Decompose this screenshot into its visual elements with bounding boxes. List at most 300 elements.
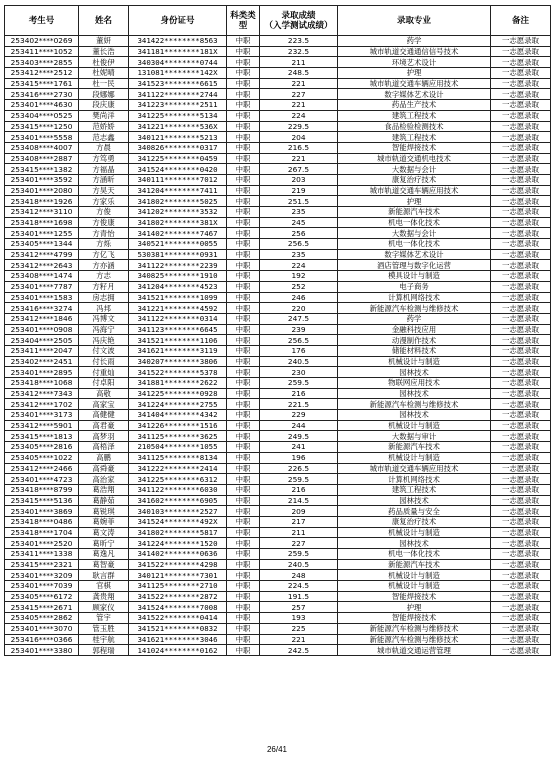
cell-remark: 一志愿录取 — [491, 452, 551, 463]
cell-name: 冯邦 — [79, 303, 129, 314]
cell-major: 城市轨道交通机电技术 — [338, 153, 491, 164]
cell-cat: 中职 — [227, 228, 260, 239]
cell-id: 341222********2414 — [129, 463, 227, 474]
table-row — [5, 121, 551, 132]
cell-id: 341224********2755 — [129, 399, 227, 410]
cell-remark: 一志愿录取 — [491, 591, 551, 602]
header-score-sub: （入学测试成绩） — [264, 20, 333, 31]
cell-cat: 中职 — [227, 292, 260, 303]
table-row — [5, 185, 551, 196]
cell-exam: 253415****5136 — [5, 495, 79, 506]
cell-score: 227 — [260, 538, 338, 549]
cell-score: 221 — [260, 153, 338, 164]
cell-remark: 一志愿录取 — [491, 559, 551, 570]
cell-remark: 一志愿录取 — [491, 399, 551, 410]
cell-remark: 一志愿录取 — [491, 410, 551, 421]
cell-remark: 一志愿录取 — [491, 217, 551, 228]
cell-major: 药品生产技术 — [338, 100, 491, 111]
table-row — [5, 559, 551, 570]
cell-score: 232.5 — [260, 46, 338, 57]
cell-major: 康复治疗技术 — [338, 174, 491, 185]
cell-remark: 一志愿录取 — [491, 623, 551, 634]
cell-exam: 253401****7039 — [5, 581, 79, 592]
cell-cat: 中职 — [227, 645, 260, 656]
cell-id: 341802********5025 — [129, 196, 227, 207]
cell-score: 176 — [260, 345, 338, 356]
table-row — [5, 110, 551, 121]
table-row — [5, 345, 551, 356]
cell-exam: 253415****2321 — [5, 559, 79, 570]
cell-cat: 中职 — [227, 78, 260, 89]
table-row — [5, 217, 551, 228]
cell-name: 方俊 — [79, 207, 129, 218]
cell-score: 224 — [260, 110, 338, 121]
cell-name: 官棋 — [79, 581, 129, 592]
cell-remark: 一志愿录取 — [491, 516, 551, 527]
cell-score: 223.5 — [260, 36, 338, 47]
cell-id: 530381********0931 — [129, 249, 227, 260]
cell-exam: 253401****3380 — [5, 645, 79, 656]
cell-cat: 中职 — [227, 452, 260, 463]
cell-score: 247.5 — [260, 313, 338, 324]
cell-cat: 中职 — [227, 634, 260, 645]
cell-exam: 253412****7343 — [5, 388, 79, 399]
cell-remark: 一志愿录取 — [491, 57, 551, 68]
cell-name: 范娇娇 — [79, 121, 129, 132]
cell-exam: 253401****0908 — [5, 324, 79, 335]
cell-name: 耿言群 — [79, 570, 129, 581]
table-row — [5, 207, 551, 218]
cell-name: 管宇 — [79, 613, 129, 624]
cell-name: 葛逸凡 — [79, 549, 129, 560]
cell-exam: 253405****1022 — [5, 452, 79, 463]
cell-major: 机械设计与制造 — [338, 570, 491, 581]
cell-major: 新能源汽车检测与维修技术 — [338, 303, 491, 314]
cell-exam: 253412****2466 — [5, 463, 79, 474]
cell-remark: 一志愿录取 — [491, 602, 551, 613]
cell-id: 341225********5134 — [129, 110, 227, 121]
table-row — [5, 228, 551, 239]
table-row — [5, 452, 551, 463]
cell-id: 341802********381X — [129, 217, 227, 228]
cell-cat: 中职 — [227, 68, 260, 79]
header-id-card: 身份证号 — [129, 6, 227, 36]
cell-exam: 253412****1702 — [5, 399, 79, 410]
table-body — [5, 36, 551, 656]
cell-major: 药学 — [338, 36, 491, 47]
table-row — [5, 281, 551, 292]
cell-remark: 一志愿录取 — [491, 613, 551, 624]
cell-cat: 中职 — [227, 410, 260, 421]
cell-id: 210504********1055 — [129, 442, 227, 453]
cell-score: 256.5 — [260, 239, 338, 250]
cell-cat: 中职 — [227, 36, 260, 47]
table-row — [5, 549, 551, 560]
cell-exam: 253405****6172 — [5, 591, 79, 602]
cell-remark: 一志愿录取 — [491, 78, 551, 89]
cell-name: 高鹏 — [79, 452, 129, 463]
cell-score: 193 — [260, 613, 338, 624]
cell-major: 机械设计与制造 — [338, 452, 491, 463]
cell-name: 冯海宁 — [79, 324, 129, 335]
cell-remark: 一志愿录取 — [491, 207, 551, 218]
table-row — [5, 164, 551, 175]
cell-major: 智能焊接技术 — [338, 613, 491, 624]
cell-major: 机电一体化技术 — [338, 239, 491, 250]
cell-remark: 一志愿录取 — [491, 46, 551, 57]
cell-exam: 253416****0366 — [5, 634, 79, 645]
cell-id: 341621********3046 — [129, 634, 227, 645]
cell-name: 房志拥 — [79, 292, 129, 303]
cell-score: 227 — [260, 89, 338, 100]
cell-remark: 一志愿录取 — [491, 324, 551, 335]
cell-id: 340826********0317 — [129, 142, 227, 153]
cell-name: 高敬 — [79, 388, 129, 399]
cell-score: 252 — [260, 281, 338, 292]
cell-remark: 一志愿录取 — [491, 281, 551, 292]
cell-remark: 一志愿录取 — [491, 68, 551, 79]
cell-name: 付文波 — [79, 345, 129, 356]
cell-exam: 253412****2643 — [5, 260, 79, 271]
cell-exam: 253418****1704 — [5, 527, 79, 538]
cell-cat: 中职 — [227, 249, 260, 260]
cell-major: 机械设计与制造 — [338, 581, 491, 592]
cell-cat: 中职 — [227, 324, 260, 335]
cell-id: 340111********7012 — [129, 174, 227, 185]
header-name: 姓名 — [79, 6, 129, 36]
cell-score: 214.5 — [260, 495, 338, 506]
cell-score: 259.5 — [260, 549, 338, 560]
cell-exam: 253401****3869 — [5, 506, 79, 517]
cell-id: 341123********6645 — [129, 324, 227, 335]
table-row — [5, 68, 551, 79]
cell-remark: 一志愿录取 — [491, 110, 551, 121]
table-row — [5, 410, 551, 421]
cell-major: 物联网应用技术 — [338, 378, 491, 389]
cell-score: 230 — [260, 367, 338, 378]
cell-name: 董长浩 — [79, 46, 129, 57]
cell-id: 141024********0162 — [129, 645, 227, 656]
cell-cat: 中职 — [227, 207, 260, 218]
cell-name: 高君豪 — [79, 420, 129, 431]
cell-remark: 一志愿录取 — [491, 142, 551, 153]
cell-remark: 一志愿录取 — [491, 645, 551, 656]
cell-score: 240.5 — [260, 559, 338, 570]
cell-major: 机械设计与制造 — [338, 527, 491, 538]
cell-name: 高梦羽 — [79, 431, 129, 442]
table-row — [5, 142, 551, 153]
cell-cat: 中职 — [227, 57, 260, 68]
table-row — [5, 516, 551, 527]
cell-name: 方青怡 — [79, 228, 129, 239]
cell-cat: 中职 — [227, 174, 260, 185]
cell-score: 259.5 — [260, 474, 338, 485]
cell-cat: 中职 — [227, 399, 260, 410]
cell-exam: 253411****1338 — [5, 549, 79, 560]
cell-exam: 253405****2816 — [5, 442, 79, 453]
cell-id: 340121********7301 — [129, 570, 227, 581]
cell-major: 护理 — [338, 68, 491, 79]
cell-score: 224.5 — [260, 581, 338, 592]
table-row — [5, 378, 551, 389]
cell-exam: 253405****1344 — [5, 239, 79, 250]
cell-id: 341125********2710 — [129, 581, 227, 592]
page-number: 26/41 — [266, 745, 288, 754]
cell-id: 341521********1099 — [129, 292, 227, 303]
cell-exam: 253401****1583 — [5, 292, 79, 303]
cell-remark: 一志愿录取 — [491, 388, 551, 399]
cell-id: 340825********1910 — [129, 271, 227, 282]
cell-remark: 一志愿录取 — [491, 164, 551, 175]
cell-score: 221.5 — [260, 399, 338, 410]
cell-remark: 一志愿录取 — [491, 260, 551, 271]
cell-id: 341224********1520 — [129, 538, 227, 549]
cell-cat: 中职 — [227, 281, 260, 292]
cell-remark: 一志愿录取 — [491, 100, 551, 111]
cell-score: 203 — [260, 174, 338, 185]
cell-exam: 253401****3173 — [5, 410, 79, 421]
cell-cat: 中职 — [227, 153, 260, 164]
cell-cat: 中职 — [227, 420, 260, 431]
cell-remark: 一志愿录取 — [491, 634, 551, 645]
header-exam-no: 考生号 — [5, 6, 79, 36]
cell-id: 341221********4592 — [129, 303, 227, 314]
cell-exam: 253411****1052 — [5, 46, 79, 57]
cell-score: 219 — [260, 185, 338, 196]
cell-name: 方晨 — [79, 142, 129, 153]
table-row — [5, 463, 551, 474]
cell-cat: 中职 — [227, 484, 260, 495]
cell-id: 341204********7411 — [129, 185, 227, 196]
table-row — [5, 399, 551, 410]
cell-major: 城市轨道交通运营管理 — [338, 645, 491, 656]
cell-score: 221 — [260, 100, 338, 111]
cell-cat: 中职 — [227, 271, 260, 282]
cell-cat: 中职 — [227, 46, 260, 57]
cell-major: 城市轨道交通通信信号技术 — [338, 46, 491, 57]
table-row — [5, 335, 551, 346]
cell-remark: 一志愿录取 — [491, 249, 551, 260]
cell-id: 341621********3119 — [129, 345, 227, 356]
cell-cat: 中职 — [227, 602, 260, 613]
table-row — [5, 271, 551, 282]
table-row — [5, 36, 551, 47]
cell-cat: 中职 — [227, 185, 260, 196]
cell-cat: 中职 — [227, 260, 260, 271]
cell-cat: 中职 — [227, 474, 260, 485]
cell-major: 园林技术 — [338, 495, 491, 506]
cell-exam: 253401****5558 — [5, 132, 79, 143]
cell-name: 葛静茹 — [79, 495, 129, 506]
header-score-label: 录取成绩 — [281, 10, 316, 21]
cell-name: 管玉胜 — [79, 623, 129, 634]
table-header-row — [5, 6, 551, 36]
cell-remark: 一志愿录取 — [491, 484, 551, 495]
cell-score: 216.5 — [260, 142, 338, 153]
cell-major: 大数据与审计 — [338, 431, 491, 442]
cell-exam: 253401****4630 — [5, 100, 79, 111]
cell-major: 新能源汽车技术 — [338, 442, 491, 453]
cell-id: 341223********2511 — [129, 100, 227, 111]
table-row — [5, 506, 551, 517]
cell-major: 储能材料技术 — [338, 345, 491, 356]
cell-id: 341522********5378 — [129, 367, 227, 378]
cell-exam: 253418****1068 — [5, 378, 79, 389]
cell-remark: 一志愿录取 — [491, 378, 551, 389]
cell-cat: 中职 — [227, 559, 260, 570]
table-row — [5, 356, 551, 367]
cell-exam: 253412****3110 — [5, 207, 79, 218]
cell-exam: 253412****4799 — [5, 249, 79, 260]
cell-name: 葛昕宁 — [79, 538, 129, 549]
cell-major: 建筑工程技术 — [338, 110, 491, 121]
cell-name: 方俊康 — [79, 217, 129, 228]
cell-score: 257 — [260, 602, 338, 613]
table-row — [5, 239, 551, 250]
cell-exam: 253415****2671 — [5, 602, 79, 613]
header-category-label: 科类类型 — [230, 10, 256, 31]
cell-major: 药学 — [338, 313, 491, 324]
cell-major: 护理 — [338, 196, 491, 207]
cell-remark: 一志愿录取 — [491, 549, 551, 560]
cell-cat: 中职 — [227, 516, 260, 527]
cell-major: 智能焊接技术 — [338, 142, 491, 153]
cell-cat: 中职 — [227, 431, 260, 442]
header-remark: 备注 — [491, 6, 551, 36]
cell-id: 131081********142X — [129, 68, 227, 79]
cell-cat: 中职 — [227, 495, 260, 506]
cell-id: 341225********6312 — [129, 474, 227, 485]
cell-exam: 253404****0525 — [5, 110, 79, 121]
cell-major: 康复治疗技术 — [338, 516, 491, 527]
cell-cat: 中职 — [227, 506, 260, 517]
cell-name: 方烁 — [79, 239, 129, 250]
cell-cat: 中职 — [227, 239, 260, 250]
table-row — [5, 538, 551, 549]
cell-cat: 中职 — [227, 613, 260, 624]
table-row — [5, 89, 551, 100]
table-row — [5, 313, 551, 324]
cell-cat: 中职 — [227, 549, 260, 560]
cell-name: 龚贵翔 — [79, 591, 129, 602]
cell-score: 221 — [260, 634, 338, 645]
cell-id: 341802********5817 — [129, 527, 227, 538]
cell-id: 341122********2239 — [129, 260, 227, 271]
cell-name: 方家乐 — [79, 196, 129, 207]
table-row — [5, 46, 551, 57]
cell-major: 大数据与会计 — [338, 228, 491, 239]
cell-remark: 一志愿录取 — [491, 442, 551, 453]
cell-major: 酒店管理与数字化运营 — [338, 260, 491, 271]
table-row — [5, 623, 551, 634]
cell-major: 模具设计与制造 — [338, 271, 491, 282]
cell-remark: 一志愿录取 — [491, 89, 551, 100]
cell-score: 211 — [260, 527, 338, 538]
cell-major: 城市轨道交通车辆应用技术 — [338, 185, 491, 196]
cell-cat: 中职 — [227, 570, 260, 581]
cell-exam: 253401****3209 — [5, 570, 79, 581]
cell-id: 340304********0744 — [129, 57, 227, 68]
cell-major: 新能源汽车技术 — [338, 559, 491, 570]
cell-major: 智能焊接技术 — [338, 591, 491, 602]
cell-major: 机械设计与制造 — [338, 420, 491, 431]
cell-major: 动漫制作技术 — [338, 335, 491, 346]
table-row — [5, 260, 551, 271]
cell-exam: 253401****3592 — [5, 174, 79, 185]
cell-score: 245 — [260, 217, 338, 228]
cell-exam: 253418****0486 — [5, 516, 79, 527]
cell-remark: 一志愿录取 — [491, 303, 551, 314]
cell-remark: 一志愿录取 — [491, 153, 551, 164]
cell-major: 新能源汽车检测与维修技术 — [338, 623, 491, 634]
header-score — [260, 6, 338, 36]
cell-remark: 一志愿录取 — [491, 431, 551, 442]
cell-id: 341225********0928 — [129, 388, 227, 399]
cell-score: 224 — [260, 260, 338, 271]
cell-score: 211 — [260, 57, 338, 68]
table-row — [5, 634, 551, 645]
cell-major: 城市轨道交通车辆应用技术 — [338, 463, 491, 474]
cell-score: 240.5 — [260, 356, 338, 367]
cell-cat: 中职 — [227, 303, 260, 314]
cell-name: 付长雨 — [79, 356, 129, 367]
cell-score: 251.5 — [260, 196, 338, 207]
cell-remark: 一志愿录取 — [491, 335, 551, 346]
cell-id: 341122********6030 — [129, 484, 227, 495]
cell-remark: 一志愿录取 — [491, 271, 551, 282]
table-row — [5, 100, 551, 111]
cell-cat: 中职 — [227, 132, 260, 143]
cell-remark: 一志愿录取 — [491, 538, 551, 549]
cell-major: 机械设计与制造 — [338, 356, 491, 367]
cell-score: 246 — [260, 292, 338, 303]
cell-remark: 一志愿录取 — [491, 239, 551, 250]
cell-cat: 中职 — [227, 142, 260, 153]
cell-id: 341522********4298 — [129, 559, 227, 570]
cell-cat: 中职 — [227, 121, 260, 132]
cell-score: 235 — [260, 249, 338, 260]
cell-remark: 一志愿录取 — [491, 121, 551, 132]
cell-score: 220 — [260, 303, 338, 314]
cell-score: 221 — [260, 78, 338, 89]
table-row — [5, 303, 551, 314]
cell-exam: 253416****2730 — [5, 89, 79, 100]
cell-remark: 一志愿录取 — [491, 495, 551, 506]
cell-score: 209 — [260, 506, 338, 517]
cell-name: 葛浩翔 — [79, 484, 129, 495]
cell-major: 建筑工程技术 — [338, 484, 491, 495]
table-row — [5, 249, 551, 260]
cell-score: 235 — [260, 207, 338, 218]
cell-id: 341521********0832 — [129, 623, 227, 634]
cell-id: 341402********0636 — [129, 549, 227, 560]
table-row — [5, 645, 551, 656]
cell-score: 242.5 — [260, 645, 338, 656]
cell-cat: 中职 — [227, 217, 260, 228]
cell-remark: 一志愿录取 — [491, 132, 551, 143]
cell-remark: 一志愿录取 — [491, 463, 551, 474]
cell-exam: 253415****1250 — [5, 121, 79, 132]
cell-exam: 253408****2887 — [5, 153, 79, 164]
cell-id: 340121********5213 — [129, 132, 227, 143]
cell-name: 葛智豪 — [79, 559, 129, 570]
table-row — [5, 431, 551, 442]
cell-exam: 253402****0269 — [5, 36, 79, 47]
cell-name: 方亦涵 — [79, 260, 129, 271]
cell-name: 葛文涛 — [79, 527, 129, 538]
table-row — [5, 570, 551, 581]
header-major: 录取专业 — [338, 6, 491, 36]
